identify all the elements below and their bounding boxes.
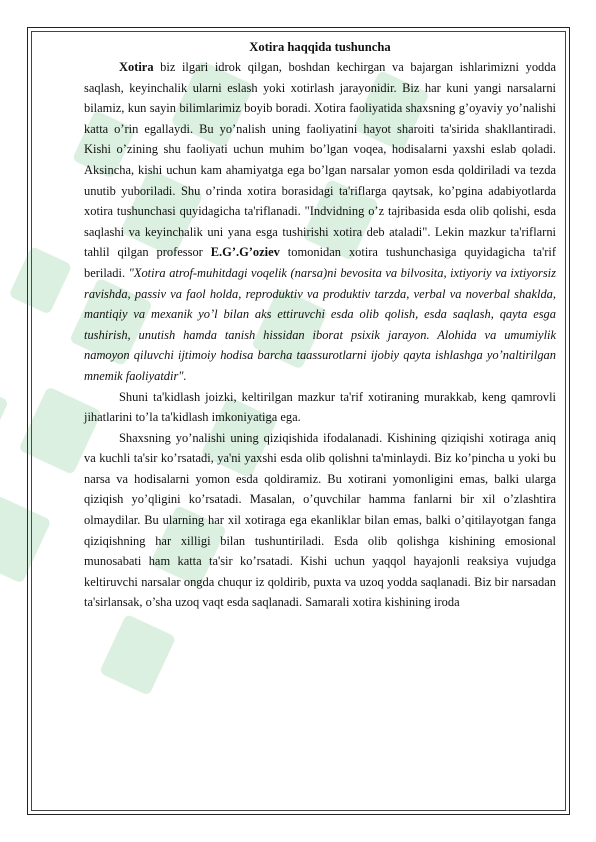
paragraph-2: Shuni ta'kidlash joizki, keltirilgan mazkur ta'rif xotiraning murakkab, keng qamrovli jihatlarini to’la ta'kidlash imkoniyatiga ega. [84,389,556,425]
author-name: E.G’.G’oziev [210,245,280,260]
paragraph-1-text-b: tomonidan xotira tushunchasiga quyidagicha ta'rif beriladi. [84,245,556,280]
term-xotira: Xotira [119,60,154,74]
paragraph-1 [84,57,556,387]
document-body [84,37,556,613]
definition-quote: "Xotira atrof-muhitdagi voqelik (narsa)ni bevosita va bilvosita, ixtiyoriy va ixtiyorsiz ravishda, passiv va faol holda, reproduktiv va produktiv tarzda, verbal va noverbal shaklda, mantiqiy va mexanik yo’l bilan aks ettiruvchi esda olib qolish, esda saqlash, qayta esga tushirish, unutish hamda tanish hissidan iborat psixik jarayon. Alohida va umumiylik namoyon qiluvchi ijtimoiy hodisa barcha taassurotlarni ijobiy qayta ishlashga yo’naltirilgan mnemik faoliyatdir". [84,265,556,383]
paragraph-1-text-a: biz ilgari idrok qilgan, boshdan kechirgan va bajargan ishlarimizni yodda saqlash, keyinchalik ularni eslash yoki xotirlash jarayonidir. Biz har kuni yangi narsalarni bilamiz, kun sayin bilimlarimiz boyib boradi. Xotira faoliyatida shaxsning g’oyaviy yo’nalishi katta o’rin egallaydi. Bu yo’nalish uning faoliyatini hayot sharoiti ta'sirida shakllantiradi. Kishi o’zining shu faoliyati uchun muhim bo’lgan voqea, hodisalarni yaxshi eslab qoladi. Aksincha, kishi uchun kam ahamiyatga ega bo’lgan narsalar yomon esda qoldiriladi va tezda unutib yuboriladi. Shu o’rinda xotira borasidagi ta'riflarga qaytsak, ko’pgina adabiyotlarda xotira tushunchasi quyidagicha ta'riflanadi. "Indvidning o’z tajribasida esda olib qolishi, esda saqlashi va keyinchalik uni yana esga tushirishi xotira deb ataladi". Lekin mazkur ta'riflarni tahlil qilgan professor [84,60,556,260]
document-title: Xotira haqqida tushuncha [249,40,391,54]
paragraph-3: Shaxsning yo’nalishi uning qiziqishida ifodalanadi. Kishining qiziqishi xotiraga aniq va kuchli ta'sir ko’rsatadi, ya'ni yaxshi esda olib qolishni ta'minlaydi. Biz ko’pincha u yoki bu narsa va hodisalarni yomon esda qoldiramiz. Bu xotirani yomonligini emas, balki ularga qiziqish yo’qligini ko’rsatadi. Masalan, o’quvchilar hamma fanlarni bir xil o’zlashtira olmaydilar. Bu ularning har xil xotiraga ega ekanliklar bilan emas, balki o’qitilayotgan fanga qiziqishning har xilligi bilan tushuntiriladi. Esda olib qolishga kishining emosional munosabati ham katta ta'sir ko’rsatadi. Kishi uchun yaqqol hayajonli reaksiya vujudga keltiruvchi narsalar ongda chuqur iz qoldirib, puxta va uzoq yodda saqlanadi. Biz bir narsadan ta'sirlansak, o’sha uzoq vaqt esda saqlanadi. Samarali xotira kishining iroda [84,430,556,610]
